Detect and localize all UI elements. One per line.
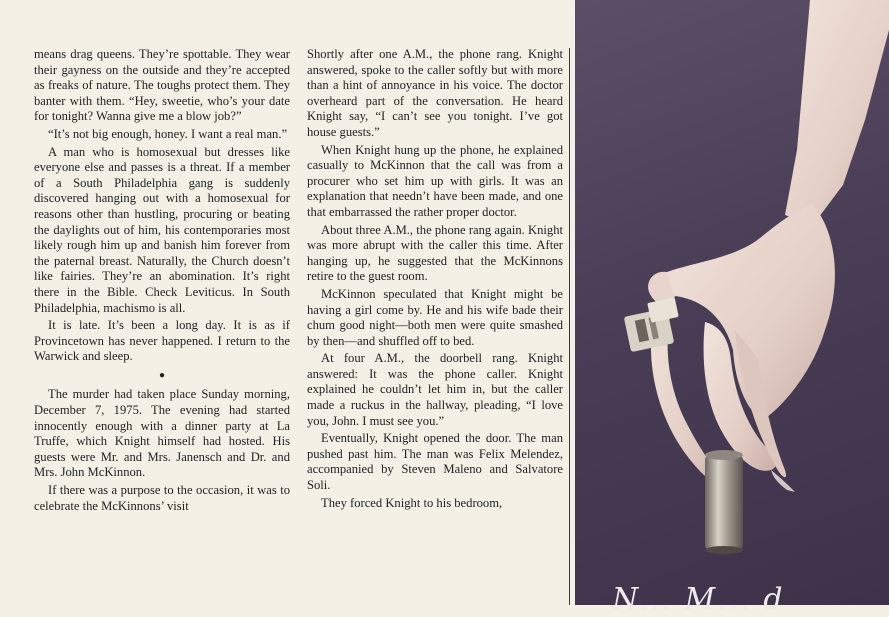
article-paragraph: When Knight hung up the phone, he explained casually to McKinnon that the call was from a procurer who set him up with girls. It was an explanation that needn’t have been made, and one that embarrassed the rather proper doctor.: [307, 142, 563, 219]
section-separator-icon: ●: [158, 369, 166, 381]
article-paragraph: At four A.M., the doorbell rang. Knight answered: It was the phone caller. Knight explained he couldn’t let him in, but the caller made a ruckus in the hallway, pleading, “I love you, John. I must see you.”: [307, 351, 563, 428]
article-paragraph: If there was a purpose to the occasion, it was to celebrate the McKinnons’ visit: [34, 483, 290, 513]
article-paragraph: About three A.M., the phone rang again. Knight was more abrupt with the caller this time. After hanging up, he suggested that the McKinnons retire to the guest room.: [307, 222, 563, 284]
article-paragraph: A man who is homosexual but dresses like everyone else and passes is a threat. If a member of a South Philadelphia gang is suddenly discovered hanging out with a homosexual for reasons other than hustling, procuring or beating the daylights out of him, his contemporaries most likely rough him up and banish him forever from the paternal breast. Naturally, the Church doesn’t like fairies. They’re an abomination. It’s right there in the Bible. Check Leviticus. In South Philadelphia, machismo is all.: [34, 144, 290, 315]
advertisement-script-text: N... M... d: [612, 582, 785, 617]
article-paragraph: McKinnon speculated that Knight might be having a girl come by. He and his wife bade their chum good night—both men were quite smashed by then—and shuffled off to bed.: [307, 286, 563, 348]
article-middle-column: [307, 47, 563, 513]
advertisement-photo: [575, 0, 889, 605]
article-paragraph: The murder had taken place Sunday morning, December 7, 1975. The evening had started innocently enough with a dinner party at La Truffe, which Knight himself had hosted. His guests were Mr. and Mrs. Janensch and Dr. and Mrs. John McKinnon.: [34, 387, 290, 480]
article-paragraph: Eventually, Knight opened the door. The man pushed past him. The man was Felix Melendez, accompanied by Steven Maleno and Salvatore Soli.: [307, 431, 563, 493]
article-paragraph: They forced Knight to his bedroom,: [321, 495, 503, 510]
article-paragraph: “It’s not big enough, honey. I want a real man.”: [48, 126, 288, 141]
article-paragraph: Shortly after one A.M., the phone rang. Knight answered, spoke to the caller softly but with more than a hint of annoyance in his voice. The doctor overheard part of the conversation. He heard Knight say, “I can’t see you tonight. I’ve got house guests.”: [307, 47, 563, 139]
hand-holding-lighter-icon: [575, 0, 889, 605]
article-paragraph: It is late. It’s been a long day. It is as if Provincetown has never happened. I return to the Warwick and sleep.: [34, 318, 290, 364]
column-divider: [569, 48, 570, 605]
article-left-column: [34, 47, 290, 516]
article-paragraph: means drag queens. They’re spottable. They wear their gayness on the outside and they’re accepted as freaks of nature. The toughs protect them. They banter with them. “Hey, sweetie, who’s your date for tonight? Wanna give me a blow job?”: [34, 47, 290, 124]
